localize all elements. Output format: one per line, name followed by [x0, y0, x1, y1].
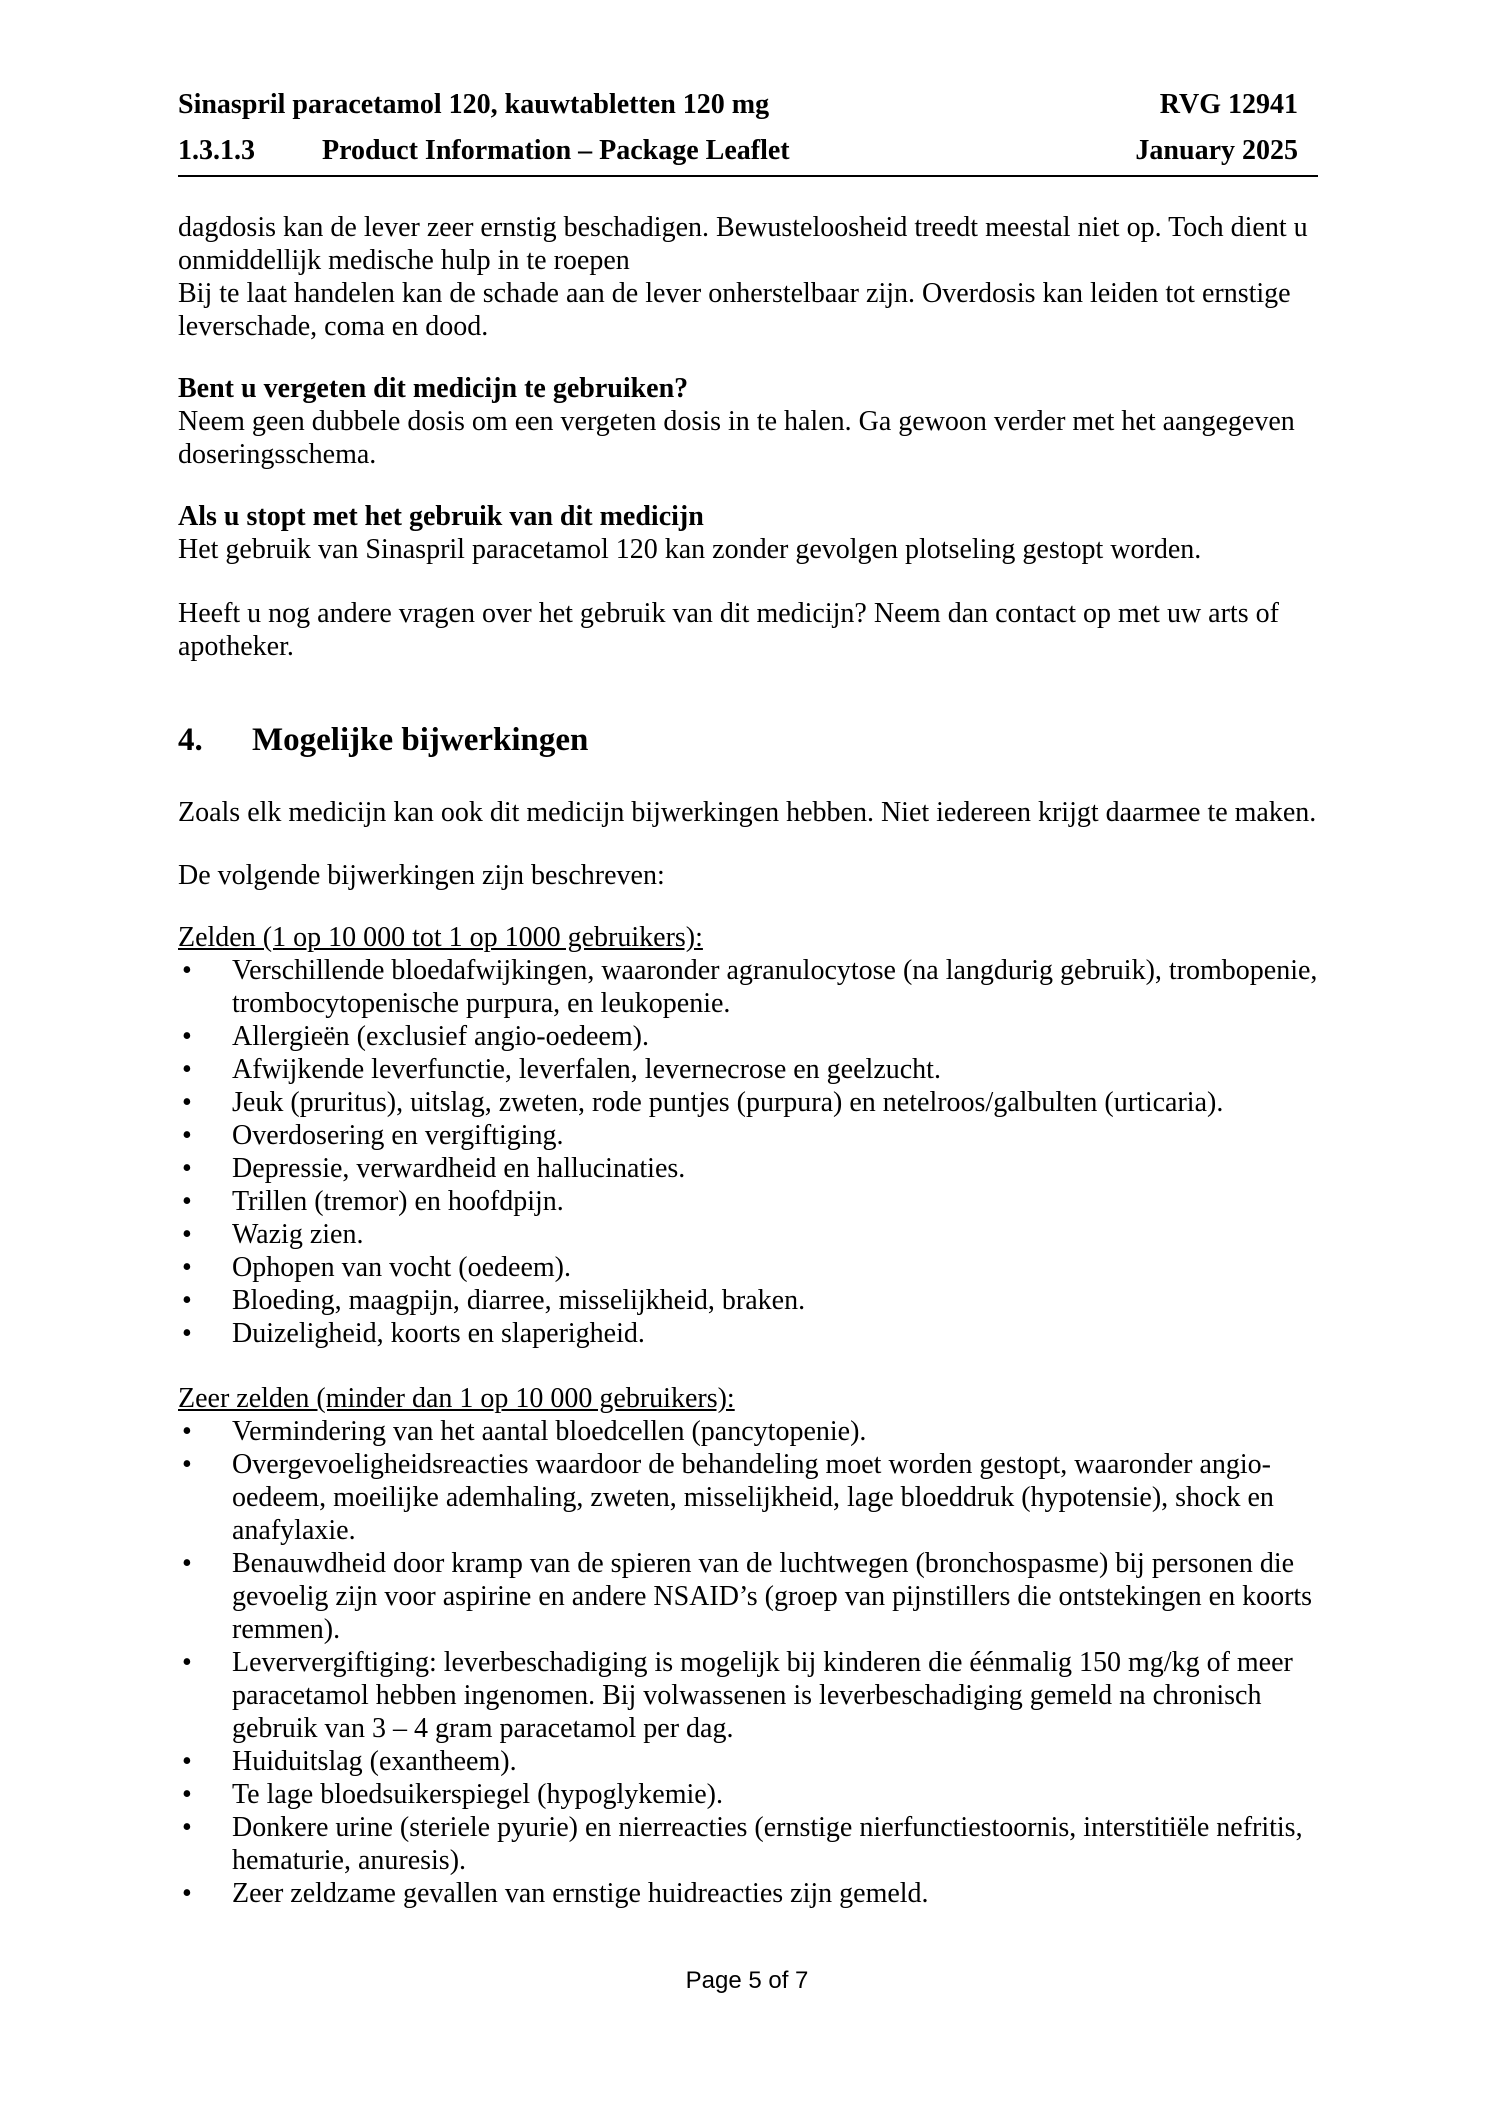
list-item: [178, 1778, 1318, 1811]
list-item: [178, 1086, 1318, 1119]
bullet-icon: •: [182, 1548, 192, 1579]
very-rare-frequency-label: Zeer zelden (minder dan 1 op 10 000 gebruikers):: [178, 1383, 735, 1414]
list-item: [178, 1218, 1318, 1251]
bullet-icon: •: [182, 1318, 192, 1349]
bullet-icon: •: [182, 1285, 192, 1316]
list-item-text: Wazig zien.: [232, 1219, 364, 1250]
stop-use-heading: Als u stopt met het gebruik van dit medicijn: [178, 501, 704, 532]
forgotten-dose-heading: Bent u vergeten dit medicijn te gebruiken?: [178, 373, 689, 404]
stop-use-text: Het gebruik van Sinaspril paracetamol 120 kan zonder gevolgen plotseling gestopt worden.: [178, 534, 1202, 565]
bullet-icon: •: [182, 1779, 192, 1810]
list-item-text: Overdosering en vergiftiging.: [232, 1120, 564, 1151]
list-item: [178, 1448, 1318, 1547]
document-date: January 2025: [1135, 135, 1298, 166]
list-item: [178, 1745, 1318, 1778]
list-item: [178, 1020, 1318, 1053]
list-item-text: Afwijkende leverfunctie, leverfalen, levernecrose en geelzucht.: [232, 1054, 941, 1085]
overdose-line-1: dagdosis kan de lever zeer ernstig beschadigen. Bewusteloosheid treedt meestal niet op. Toch dient u onmiddellijk medische hulp in te roepen: [178, 212, 1308, 276]
forgotten-dose-text: Neem geen dubbele dosis om een vergeten dosis in te halen. Ga gewoon verder met het aangegeven doseringsschema.: [178, 406, 1295, 470]
bullet-icon: •: [182, 1153, 192, 1184]
bullet-icon: •: [182, 1219, 192, 1250]
list-item-text: Duizeligheid, koorts en slaperigheid.: [232, 1318, 645, 1349]
list-item-text: Bloeding, maagpijn, diarree, misselijkheid, braken.: [232, 1285, 806, 1316]
list-item: [178, 1646, 1318, 1745]
list-item: [178, 1152, 1318, 1185]
list-item-text: Vermindering van het aantal bloedcellen (pancytopenie).: [232, 1416, 867, 1447]
header-row-1: [178, 88, 1318, 121]
list-item: [178, 1053, 1318, 1086]
list-item: [178, 1317, 1318, 1350]
page-header: [178, 88, 1318, 177]
side-effects-list-intro: De volgende bijwerkingen zijn beschreven:: [178, 860, 665, 891]
rvg-number: RVG 12941: [1159, 89, 1298, 120]
bullet-icon: •: [182, 1087, 192, 1118]
section-title: Mogelijke bijwerkingen: [252, 722, 589, 758]
bullet-icon: •: [182, 1746, 192, 1777]
bullet-icon: •: [182, 1812, 192, 1843]
list-item-text: Overgevoeligheidsreacties waardoor de behandeling moet worden gestopt, waaronder angio-oedeem, moeilijke ademhaling, zweten, misselijkheid, lage bloeddruk (hypotensie), shock en anafylaxie.: [232, 1449, 1274, 1546]
list-item: [178, 1185, 1318, 1218]
list-item-text: Depressie, verwardheid en hallucinaties.: [232, 1153, 686, 1184]
dossier-number: 1.3.1.3: [178, 135, 255, 166]
header-row-2: [178, 134, 1318, 167]
list-item-text: Huiduitslag (exantheem).: [232, 1746, 517, 1777]
list-item-text: Te lage bloedsuikerspiegel (hypoglykemie).: [232, 1779, 723, 1810]
overdose-line-2: Bij te laat handelen kan de schade aan de lever onherstelbaar zijn. Overdosis kan leiden tot ernstige leverschade, coma en dood.: [178, 278, 1291, 342]
list-item-text: Leververgiftiging: leverbeschadiging is mogelijk bij kinderen die éénmalig 150 mg/kg of meer paracetamol hebben ingenomen. Bij volwassenen is leverbeschadiging gemeld na chronisch gebruik van 3 – 4 gram paracetamol per dag.: [232, 1647, 1293, 1744]
list-item-text: Trillen (tremor) en hoofdpijn.: [232, 1186, 564, 1217]
section-number: 4.: [178, 722, 203, 758]
bullet-icon: •: [182, 1647, 192, 1678]
list-item: [178, 1284, 1318, 1317]
list-item: [178, 1877, 1318, 1910]
document-title-group: [178, 134, 790, 167]
list-item-text: Zeer zeldzame gevallen van ernstige huidreacties zijn gemeld.: [232, 1878, 929, 1909]
bullet-icon: •: [182, 1186, 192, 1217]
side-effects-intro: Zoals elk medicijn kan ook dit medicijn bijwerkingen hebben. Niet iedereen krijgt daarmee te maken.: [178, 797, 1317, 828]
overdose-paragraph: [178, 211, 1318, 343]
list-item-text: Donkere urine (steriele pyurie) en nierreacties (ernstige nierfunctiestoornis, interstitiële nefritis, hematurie, anuresis).: [232, 1812, 1303, 1876]
list-item: [178, 1811, 1318, 1877]
bullet-icon: •: [182, 1021, 192, 1052]
bullet-icon: •: [182, 1252, 192, 1283]
bullet-icon: •: [182, 955, 192, 986]
list-item-text: Allergieën (exclusief angio-oedeem).: [232, 1021, 649, 1052]
rare-frequency-label: Zelden (1 op 10 000 tot 1 op 1000 gebruikers):: [178, 922, 703, 953]
list-item-text: Verschillende bloedafwijkingen, waaronder agranulocytose (na langdurig gebruik), trombopenie, trombocytopenische purpura, en leukopenie.: [232, 955, 1318, 1019]
list-item-text: Benauwdheid door kramp van de spieren van de luchtwegen (bronchospasme) bij personen die gevoelig zijn voor aspirine en andere NSAID’s (groep van pijnstillers die ontstekingen en koorts remmen).: [232, 1548, 1313, 1645]
bullet-icon: •: [182, 1120, 192, 1151]
section-4-heading: [178, 720, 1318, 760]
questions-text: Heeft u nog andere vragen over het gebruik van dit medicijn? Neem dan contact op met uw arts of apotheker.: [178, 598, 1279, 662]
list-item-text: Jeuk (pruritus), uitslag, zweten, rode puntjes (purpura) en netelroos/galbulten (urticaria).: [232, 1087, 1224, 1118]
bullet-icon: •: [182, 1878, 192, 1909]
list-item: [178, 1119, 1318, 1152]
very-rare-side-effects-list: [178, 1415, 1318, 1910]
list-item: [178, 954, 1318, 1020]
bullet-icon: •: [182, 1054, 192, 1085]
page-number: Page 5 of 7: [685, 1967, 809, 1994]
document-title: Product Information – Package Leaflet: [322, 135, 790, 166]
bullet-icon: •: [182, 1449, 192, 1480]
bullet-icon: •: [182, 1416, 192, 1447]
product-name: Sinaspril paracetamol 120, kauwtabletten 120 mg: [178, 89, 770, 120]
list-item: [178, 1415, 1318, 1448]
list-item-text: Ophopen van vocht (oedeem).: [232, 1252, 571, 1283]
list-item: [178, 1547, 1318, 1646]
rare-side-effects-list: [178, 954, 1318, 1350]
list-item: [178, 1251, 1318, 1284]
